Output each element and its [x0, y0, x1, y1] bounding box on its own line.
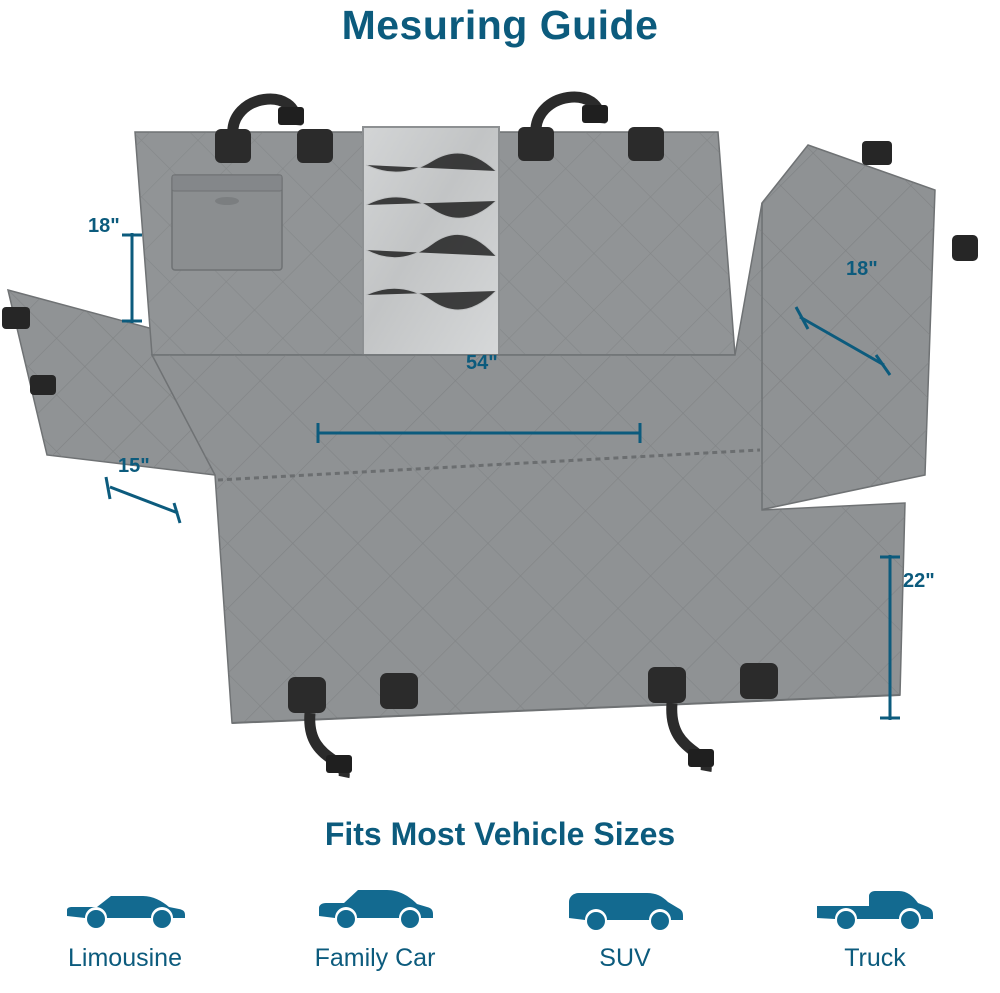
- dimension-label-side-flap-width: 15": [118, 455, 150, 477]
- dimension-label-side-flap-height: 18": [846, 258, 878, 280]
- vehicle-label-suv: SUV: [599, 944, 651, 972]
- dimension-label-seat-width: 54": [466, 352, 498, 374]
- vehicle-item-suv: [500, 880, 750, 990]
- product-illustration: [0, 55, 1000, 800]
- suv-icon: [561, 880, 689, 936]
- vehicle-label-truck: Truck: [844, 944, 906, 972]
- vehicle-types-row: [0, 880, 1000, 990]
- storage-pocket: [172, 175, 282, 270]
- dimension-label-seat-drop-height: 22": [903, 570, 935, 592]
- vehicle-item-truck: [750, 880, 1000, 990]
- vehicle-label-family-car: Family Car: [314, 944, 436, 972]
- vehicle-item-family-car: [250, 880, 500, 990]
- dimension-label-seat-back-height: 18": [88, 215, 120, 237]
- right-side-flap: [760, 141, 978, 510]
- pickup-truck-icon: [811, 880, 939, 936]
- sedan-icon: [61, 880, 189, 936]
- hatchback-icon: [311, 880, 439, 936]
- vehicle-label-limousine: Limousine: [68, 944, 182, 972]
- mesh-viewing-window: [363, 127, 499, 355]
- fits-vehicles-title: Fits Most Vehicle Sizes: [324, 816, 676, 852]
- page-title: Mesuring Guide: [341, 2, 659, 48]
- vehicle-item-limousine: [0, 880, 250, 990]
